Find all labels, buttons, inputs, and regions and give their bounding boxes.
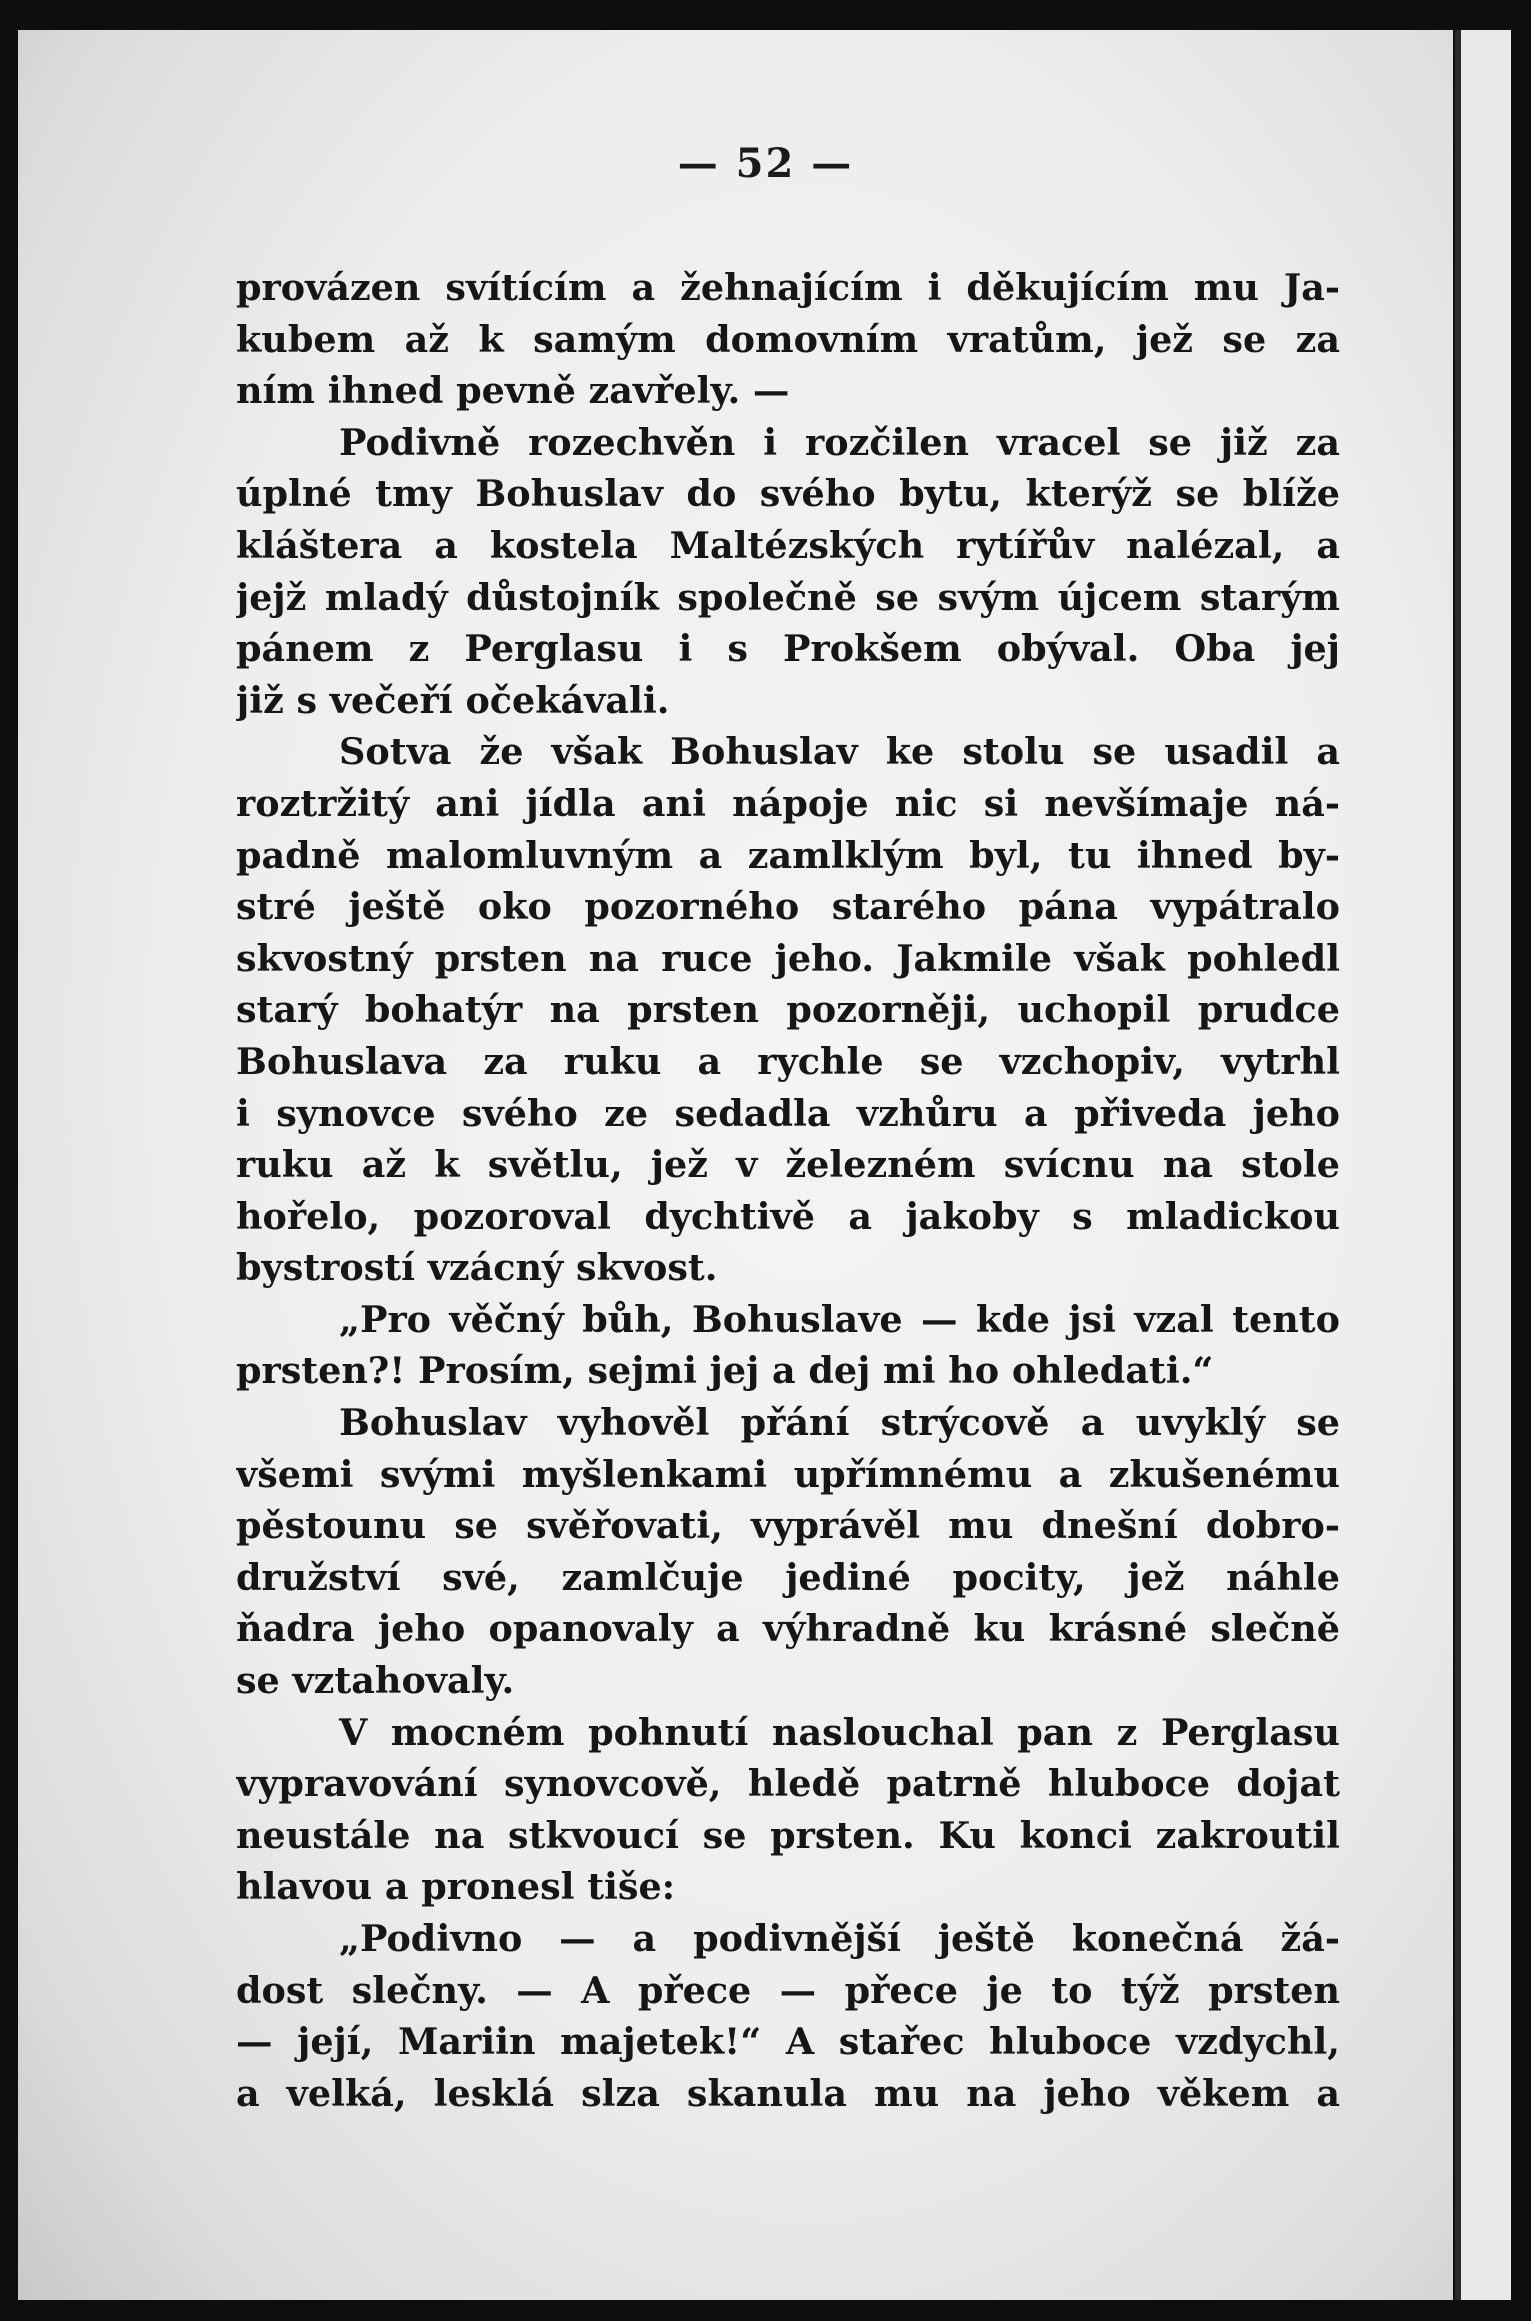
- text-line: se vztahovaly.: [236, 1659, 515, 1703]
- text-line: padně malomluvným a zamlklým byl, tu ihned by-: [236, 833, 1340, 877]
- text-line: hořelo, pozoroval dychtivě a jakoby s mladickou: [236, 1194, 1340, 1238]
- text-line: úplné tmy Bohuslav do svého bytu, kterýž se blíže: [236, 472, 1340, 516]
- text-line: „Pro věčný bůh, Bohuslave — kde jsi vzal tento: [339, 1297, 1340, 1341]
- text-line: stré ještě oko pozorného starého pána vypátralo: [236, 885, 1340, 929]
- adjacent-page-strip: [1461, 30, 1511, 2300]
- text-line: vypravování synovcově, hledě patrně hluboce dojat: [236, 1762, 1340, 1806]
- text-line: všemi svými myšlenkami upřímnému a zkušenému: [236, 1452, 1340, 1496]
- text-line: i synovce svého ze sedadla vzhůru a přiveda jeho: [236, 1091, 1340, 1135]
- text-line: Sotva že však Bohuslav ke stolu se usadil a: [339, 730, 1340, 774]
- text-line: ruku až k světlu, jež v železném svícnu na stole: [236, 1143, 1340, 1187]
- text-line: družství své, zamlčuje jediné pocity, jež náhle: [236, 1555, 1340, 1599]
- text-line: ňadra jeho opanovaly a výhradně ku krásné slečně: [236, 1607, 1340, 1651]
- text-line: již s večeří očekávali.: [236, 678, 670, 722]
- text-line: prsten?! Prosím, sejmi jej a dej mi ho ohledati.“: [236, 1349, 1214, 1393]
- text-line: roztržitý ani jídla ani nápoje nic si nevšímaje ná-: [236, 781, 1340, 825]
- text-line: pánem z Perglasu i s Prokšem obýval. Oba jej: [236, 627, 1340, 671]
- text-line: Podivně rozechvěn i rozčilen vracel se již za: [339, 420, 1340, 464]
- text-line: kláštera a kostela Maltézských rytířův nalézal, a: [236, 523, 1340, 567]
- text-line: kubem až k samým domovním vratům, jež se za: [236, 317, 1340, 361]
- text-line: pěstounu se svěřovati, vyprávěl mu dnešní dobro-: [236, 1504, 1340, 1548]
- text-line: starý bohatýr na prsten pozorněji, uchopil prudce: [236, 988, 1340, 1032]
- text-line: Bohuslava za ruku a rychle se vzchopiv, vytrhl: [236, 1039, 1340, 1083]
- text-line: Bohuslav vyhověl přání strýcově a uvyklý se: [339, 1401, 1340, 1445]
- text-line: a velká, lesklá slza skanula mu na jeho věkem a: [236, 2071, 1340, 2115]
- text-line: jejž mladý důstojník společně se svým újcem starým: [236, 575, 1340, 619]
- text-line: provázen svítícím a žehnajícím i děkujícím mu Ja-: [236, 266, 1340, 309]
- body-text: [236, 262, 1340, 2119]
- text-line: ním ihned pevně zavřely. —: [236, 369, 790, 413]
- text-line: skvostný prsten na ruce jeho. Jakmile však pohledl: [236, 936, 1340, 980]
- text-line: dost slečny. — A přece — přece je to týž prsten: [236, 1968, 1340, 2012]
- text-line: — její, Mariin majetek!“ A stařec hluboce vzdychl,: [236, 2020, 1340, 2064]
- text-line: bystrostí vzácný skvost.: [236, 1246, 718, 1290]
- text-line: V mocném pohnutí naslouchal pan z Perglasu: [339, 1710, 1340, 1754]
- text-line: neustále na stkvoucí se prsten. Ku konci zakroutil: [236, 1813, 1340, 1857]
- text-line: hlavou a pronesl tiše:: [236, 1865, 676, 1909]
- text-line: „Podivno — a podivnější ještě konečná žá-: [339, 1917, 1340, 1960]
- page-number: — 52 —: [677, 140, 854, 187]
